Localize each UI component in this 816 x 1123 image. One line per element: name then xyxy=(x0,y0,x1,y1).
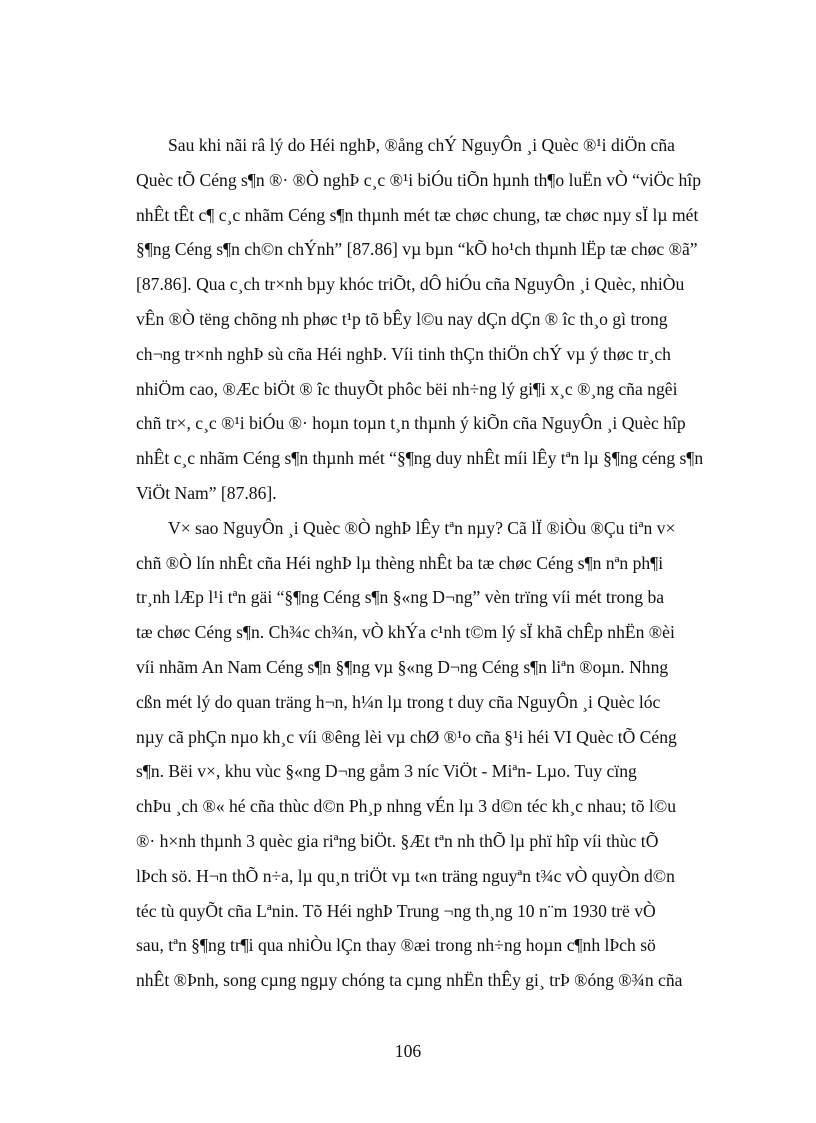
text-line: Sau khi nãi râ lý do Héi nghÞ, ®ång chÝ NguyÔn ¸i Quèc ®¹i diÖn cña xyxy=(168,135,675,155)
text-line: sau, tªn §¶ng tr¶i qua nhiÒu lÇn thay ®æi trong nh÷ng hoµn c¶nh lÞch sö xyxy=(136,935,656,956)
text-line: tr¸nh lÆp l¹i tªn gäi “§¶ng Céng s¶n §«ng D¬ng” vèn trïng víi mét trong ba xyxy=(136,587,665,608)
text-line: chÞu ¸ch ®« hé cña thùc d©n Ph¸p nhng vÉn lµ 3 d©n téc kh¸c nhau; tõ l©u xyxy=(136,796,677,817)
text-line: Quèc tÕ Céng s¶n ®· ®Ò nghÞ c¸c ®¹i biÓu tiÕn hµnh th¶o luËn vÒ “viÖc hîp xyxy=(136,169,701,190)
text-line: cßn mét lý do quan träng h¬n, h¼n lµ trong t duy cña NguyÔn ¸i Quèc lóc xyxy=(136,691,661,712)
text-line: nhÊt tÊt c¶ c¸c nhãm Céng s¶n thµnh mét tæ chøc chung, tæ chøc nµy sÏ lµ mét xyxy=(136,204,699,225)
text-line: chñ ®Ò lín nhÊt cña Héi nghÞ lµ thèng nhÊt ba tæ chøc Céng s¶n nªn ph¶i xyxy=(136,552,664,573)
text-line: lÞch sö. H¬n thÕ n÷a, lµ qu¸n triÖt vµ t«n träng nguyªn t¾c vÒ quyÒn d©n xyxy=(136,865,675,886)
page-number: 106 xyxy=(394,1041,422,1061)
text-line: nhÊt ®Þnh, song cµng ngµy chóng ta cµng nhËn thÊy gi¸ trÞ ®óng ®¾n cña xyxy=(136,970,683,991)
text-line: chñ tr×, c¸c ®¹i biÓu ®· hoµn toµn t¸n thµnh ý kiÕn cña NguyÔn ¸i Quèc hîp xyxy=(136,413,686,434)
text-line: vÊn ®Ò tëng chõng nh phøc t¹p tõ bÊy l©u nay dÇn dÇn ® îc th¸o gì trong xyxy=(136,308,668,329)
text-line: tæ chøc Céng s¶n. Ch¾c ch¾n, vÒ khÝa c¹nh t©m lý sÏ khã chÊp nhËn ®èi xyxy=(136,622,675,643)
text-line: nhÊt c¸c nhãm Céng s¶n thµnh mét “§¶ng duy nhÊt míi lÊy tªn lµ §¶ng céng s¶n xyxy=(136,448,704,469)
text-line: s¶n. Bëi v×, khu vùc §«ng D¬ng gåm 3 níc ViÖt - Miªn- Lµo. Tuy cïng xyxy=(136,761,637,782)
text-line: ®· h×nh thµnh 3 quèc gia riªng biÖt. §Æt tªn nh thÕ lµ phï hîp víi thùc tÕ xyxy=(136,830,659,851)
text-line: téc tù quyÕt cña Lªnin. Tõ Héi nghÞ Trung ¬ng th¸ng 10 n¨m 1930 trë vÒ xyxy=(136,900,656,921)
text-line: nhiÖm cao, ®Æc biÖt ® îc thuyÕt phôc bëi nh÷ng lý gi¶i x¸c ®¸ng cña ngêi xyxy=(136,378,678,399)
text-line: víi nhãm An Nam Céng s¶n §¶ng vµ §«ng D¬ng Céng s¶n liªn ®oµn. Nhng xyxy=(136,656,669,677)
text-line: ch¬ng tr×nh nghÞ sù cña Héi nghÞ. Víi tinh thÇn thiÖn chÝ vµ ý thøc tr¸ch xyxy=(136,343,671,364)
text-line: V× sao NguyÔn ¸i Quèc ®Ò nghÞ lÊy tªn nµy? Cã lÏ ®iÒu ®Çu tiªn v× xyxy=(168,517,676,538)
text-line: nµy cã phÇn nµo kh¸c víi ®êng lèi vµ chØ ®¹o cña §¹i héi VI Quèc tÕ Céng xyxy=(136,726,677,747)
text-line: ViÖt Nam” [87.86]. xyxy=(136,482,277,503)
body-text xyxy=(136,128,740,998)
text-line: §¶ng Céng s¶n ch©n chÝnh” [87.86] vµ bµn “kÕ ho¹ch thµnh lËp tæ chøc ®ã” xyxy=(136,239,698,260)
text-line: [87.86]. Qua c¸ch tr×nh bµy khóc triÕt, dÔ hiÓu cña NguyÔn ¸i Quèc, nhiÒu xyxy=(136,274,685,295)
